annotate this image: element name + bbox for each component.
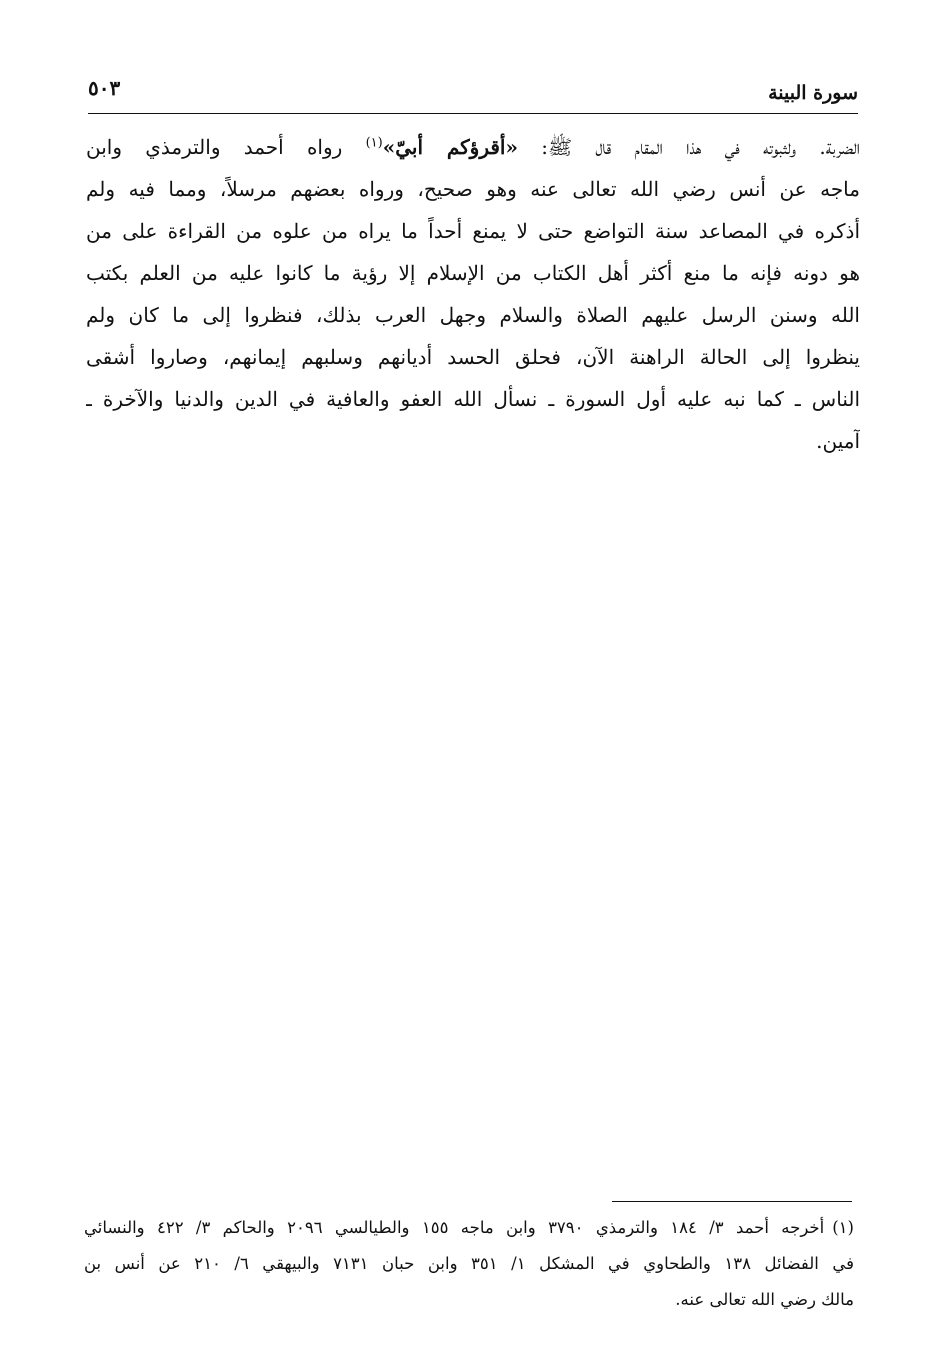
running-header (88, 72, 858, 108)
page-number: ٥٠٣ (88, 76, 121, 100)
footnotes (84, 1210, 854, 1318)
footnote-reference[interactable]: (١) (365, 135, 383, 151)
footnote-line-2: في الفضائل ١٣٨ والطحاوي في المشكل ١/ ٣٥١ وابن حبان ٧١٣١ والبيهقي ٦/ ٢١٠ عن أنس بن (84, 1254, 854, 1273)
surah-title: سورة البينة (768, 82, 858, 104)
text-line-2: ماجه عن أنس رضي الله تعالى عنه وهو صحيح، ورواه بعضهم مرسلاً، ومما فيه ولم (86, 177, 860, 201)
text-line-8: آمين. (816, 429, 860, 453)
footnote-line-3: مالك رضي الله تعالى عنه. (675, 1290, 854, 1309)
text-fragment: رواه أحمد والترمذي وابن (86, 135, 366, 159)
text-line-4: هو دونه فإنه ما منع أكثر أهل الكتاب من الإسلام إلا رؤية ما كانوا عليه من العلم بكتب (86, 261, 860, 285)
header-divider (88, 113, 858, 114)
text-line-6: ينظروا إلى الحالة الراهنة الآن، فحلق الحسد أديانهم وسلبهم إيمانهم، وصاروا أشقى (86, 345, 860, 369)
text-line-1 (86, 126, 860, 168)
text-line-3: أذكره في المصاعد سنة التواضع حتى لا يمنع أحداً ما يراه من علوه من القراءة على من (86, 219, 860, 243)
text-line-7: الناس ـ كما نبه عليه أول السورة ـ نسأل الله العفو والعافية في الدين والدنيا والآخرة ـ (86, 387, 860, 411)
footnote-divider (612, 1201, 852, 1202)
footnote-text: أخرجه أحمد ٣/ ١٨٤ والترمذي ٣٧٩٠ وابن ماجه ١٥٥ والطيالسي ٢٠٩٦ والحاكم ٣/ ٤٢٢ والنسائي (84, 1218, 825, 1237)
hadith-quote: «أقرؤكم أبيّ» (382, 135, 518, 159)
footnote-line-1 (84, 1210, 854, 1246)
main-text (86, 126, 860, 462)
footnote-number: (١) (832, 1218, 854, 1237)
text-fragment: الضربة. ولثبوته في هذا المقام قال ﷺ: (518, 135, 860, 159)
text-line-5: الله وسنن الرسل عليهم الصلاة والسلام وجهل العرب بذلك، فنظروا إلى ما كان ولم (86, 303, 860, 327)
